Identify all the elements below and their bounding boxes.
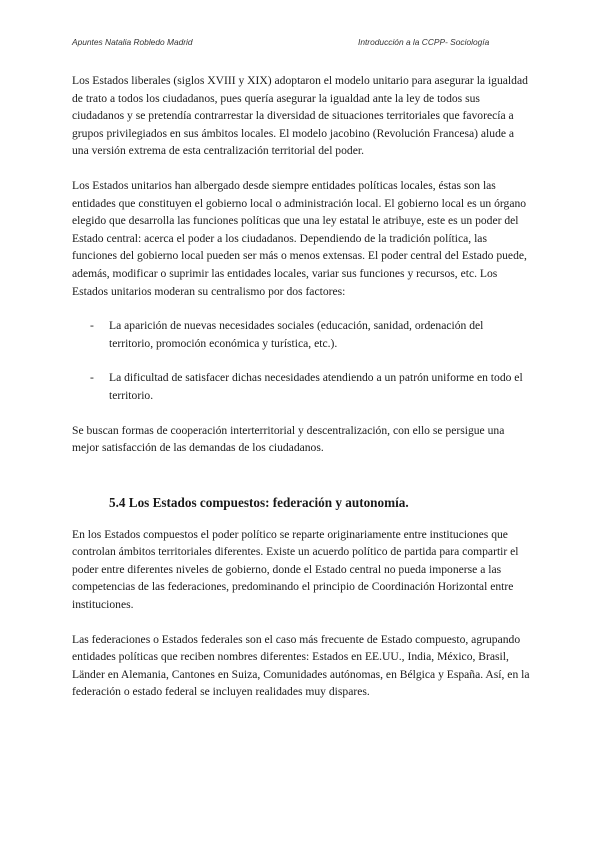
list-dash: -	[90, 371, 94, 385]
paragraph: Los Estados unitarios han albergado desde siempre entidades políticas locales, éstas son las entidades que constituyen el gobierno local o administración local. El gobierno local es un órgano elegido que desarrolla las funciones políticas que una ley estatal le atribuye, este es un poder del Estado central: acerca el poder a los ciudadanos. Dependiendo de la tradición política, las funciones del gobierno local pueden ser más o menos extensas. El poder central del Estado puede, además, modificar o suprimir las entidades locales, variar sus funciones y recursos, etc. Los Estados unitarios moderan su centralismo por dos factores:	[72, 178, 527, 298]
paragraph: Los Estados liberales (siglos XVIII y XIX) adoptaron el modelo unitario para asegurar la igualdad de trato a todos los ciudadanos, pues quería asegurar la igualdad ante la ley de todos sus ciudadanos y se pretendía contrarrestar la diversidad de situaciones territoriales que favorecía a grupos privilegiados en sus ámbitos locales. El modelo jacobino (Revolución Francesa) alude a una versión extrema de esta centralización territorial del poder.	[72, 74, 528, 158]
list-dash: -	[90, 319, 94, 333]
header-author: Apuntes Natalia Robledo Madrid	[72, 37, 193, 47]
header-course-title: Introducción a la CCPP- Sociología	[358, 37, 490, 47]
paragraph: Se buscan formas de cooperación interterritorial y descentralización, con ello se persigue una mejor satisfacción de las demandas de los ciudadanos.	[72, 423, 505, 455]
paragraph: En los Estados compuestos el poder político se reparte originariamente entre instituciones que controlan ámbitos territoriales diferentes. Existe un acuerdo político de partida para compartir el poder entre diferentes niveles de gobierno, donde el Estado central no pueda imponerse a las competencias de las federaciones, predominando el principio de Coordinación Horizontal entre instituciones.	[72, 527, 519, 612]
list-item-text: La dificultad de satisfacer dichas necesidades atendiendo a un patrón uniforme en todo el territorio.	[109, 371, 523, 402]
factor-list	[72, 317, 530, 404]
section-heading: 5.4 Los Estados compuestos: federación y autonomía.	[109, 494, 409, 510]
paragraph: Las federaciones o Estados federales son el caso más frecuente de Estado compuesto, agrupando entidades políticas que reciben nombres diferentes: Estados en EE.UU., India, México, Brasil, Länder en Alemania, Cantones en Suiza, Comunidades autónomas, en Bélgica y España. Así, en la federación o estado federal se incluyen realidades muy dispares.	[72, 632, 530, 699]
list-item	[72, 317, 530, 352]
document-body	[72, 72, 530, 718]
list-item-text: La aparición de nuevas necesidades sociales (educación, sanidad, ordenación del territorio, promoción económica y turística, etc.).	[109, 319, 484, 350]
list-item	[72, 369, 530, 404]
